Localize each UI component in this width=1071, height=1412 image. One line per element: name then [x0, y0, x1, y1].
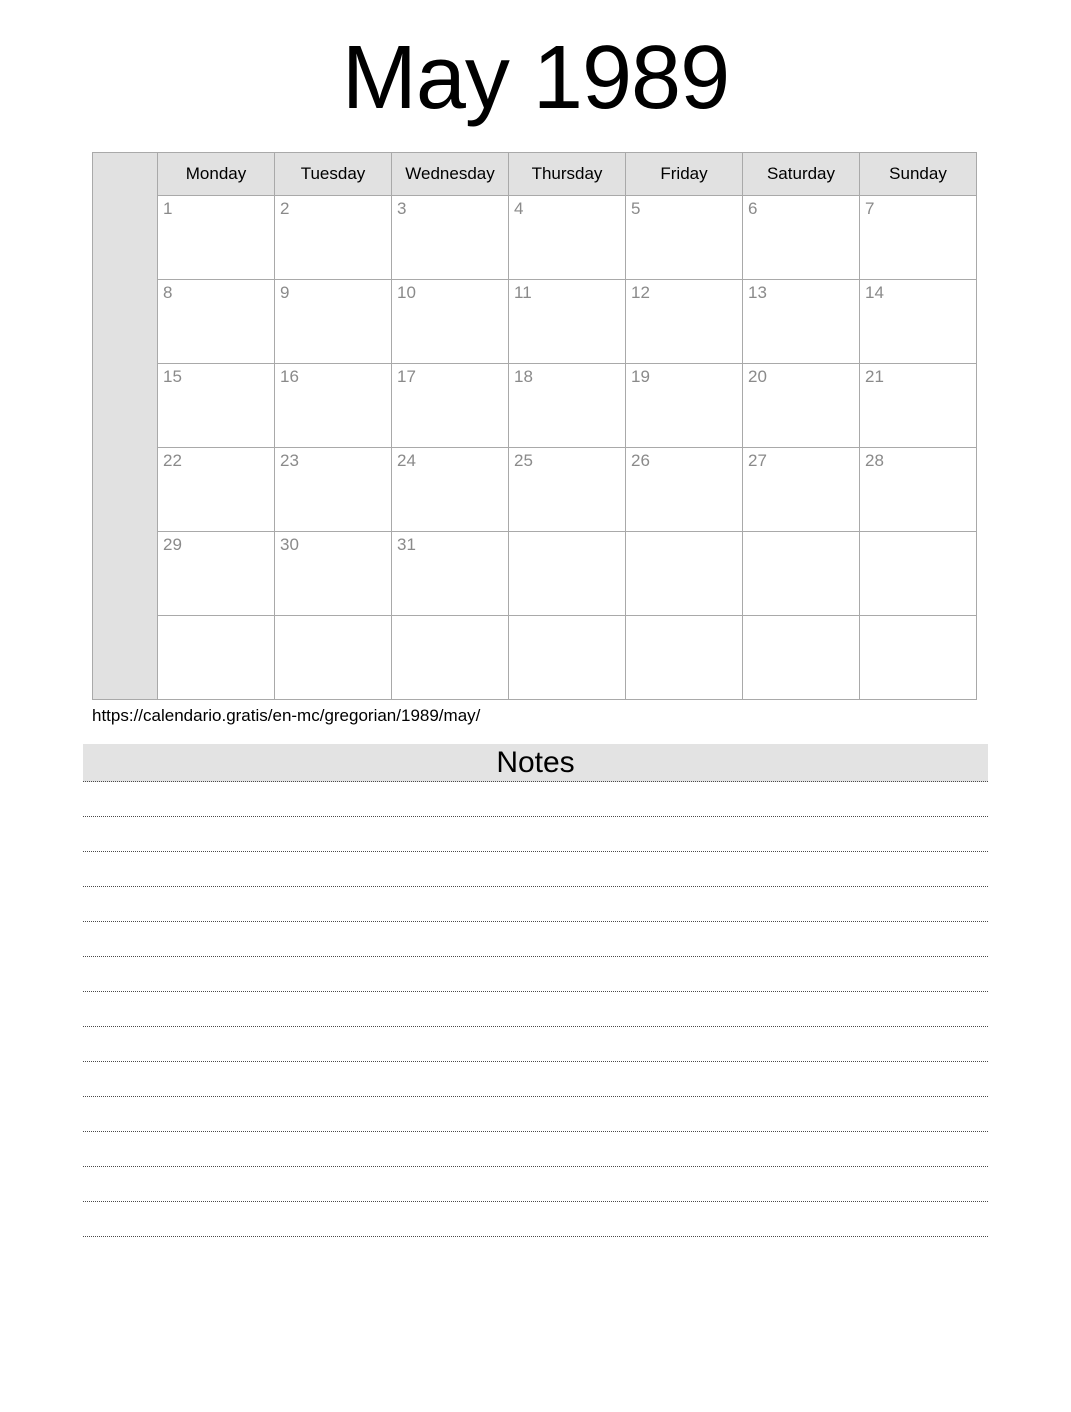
- day-cell: 24: [392, 448, 509, 532]
- day-cell: 9: [275, 280, 392, 364]
- day-cell: [743, 616, 860, 700]
- week-row: [93, 532, 977, 616]
- day-cell: [860, 532, 977, 616]
- weekday-header-monday: Monday: [158, 153, 275, 196]
- day-cell: 25: [509, 448, 626, 532]
- note-line: [83, 852, 988, 887]
- day-cell: [860, 616, 977, 700]
- day-cell: 22: [158, 448, 275, 532]
- day-cell: 3: [392, 196, 509, 280]
- day-cell: 5: [626, 196, 743, 280]
- note-line: [83, 957, 988, 992]
- note-line: [83, 782, 988, 817]
- weekday-header-wednesday: Wednesday: [392, 153, 509, 196]
- day-cell: 7: [860, 196, 977, 280]
- day-cell: 23: [275, 448, 392, 532]
- note-line: [83, 922, 988, 957]
- day-cell: 20: [743, 364, 860, 448]
- week-row: [93, 448, 977, 532]
- day-cell: 1: [158, 196, 275, 280]
- day-cell: 11: [509, 280, 626, 364]
- weekday-header-sunday: Sunday: [860, 153, 977, 196]
- day-cell: 10: [392, 280, 509, 364]
- day-cell: 6: [743, 196, 860, 280]
- note-line: [83, 1027, 988, 1062]
- day-cell: [509, 616, 626, 700]
- day-cell: 27: [743, 448, 860, 532]
- note-line: [83, 1167, 988, 1202]
- calendar-table: [92, 152, 977, 700]
- day-cell: 14: [860, 280, 977, 364]
- weekday-header-saturday: Saturday: [743, 153, 860, 196]
- page-title: May 1989: [341, 28, 730, 128]
- calendar-container: [83, 152, 988, 700]
- day-cell: 21: [860, 364, 977, 448]
- day-cell: [275, 616, 392, 700]
- day-cell: 30: [275, 532, 392, 616]
- day-cell: [158, 616, 275, 700]
- day-cell: 18: [509, 364, 626, 448]
- notes-lines: [83, 782, 988, 1237]
- day-cell: 15: [158, 364, 275, 448]
- weekday-header-thursday: Thursday: [509, 153, 626, 196]
- day-cell: [392, 616, 509, 700]
- day-cell: [626, 616, 743, 700]
- day-cell: 19: [626, 364, 743, 448]
- day-cell: 28: [860, 448, 977, 532]
- day-cell: 13: [743, 280, 860, 364]
- day-cell: 16: [275, 364, 392, 448]
- note-line: [83, 1132, 988, 1167]
- weekday-header-friday: Friday: [626, 153, 743, 196]
- weekday-header-row: [93, 153, 977, 196]
- note-line: [83, 1097, 988, 1132]
- day-cell: [743, 532, 860, 616]
- note-line: [83, 1202, 988, 1237]
- weekday-header-tuesday: Tuesday: [275, 153, 392, 196]
- source-url: https://calendario.gratis/en-mc/gregorian/1989/may/: [92, 706, 481, 726]
- day-cell: 2: [275, 196, 392, 280]
- week-row: [93, 196, 977, 280]
- note-line: [83, 887, 988, 922]
- week-number-column: [93, 153, 158, 700]
- notes-header: Notes: [83, 744, 988, 782]
- day-cell: 29: [158, 532, 275, 616]
- calendar-page: [83, 26, 988, 1237]
- day-cell: 8: [158, 280, 275, 364]
- week-row: [93, 280, 977, 364]
- day-cell: [509, 532, 626, 616]
- note-line: [83, 992, 988, 1027]
- day-cell: 17: [392, 364, 509, 448]
- week-row: [93, 364, 977, 448]
- notes-section: [83, 744, 988, 1237]
- day-cell: 4: [509, 196, 626, 280]
- day-cell: 12: [626, 280, 743, 364]
- note-line: [83, 817, 988, 852]
- day-cell: 26: [626, 448, 743, 532]
- note-line: [83, 1062, 988, 1097]
- week-row: [93, 616, 977, 700]
- day-cell: 31: [392, 532, 509, 616]
- day-cell: [626, 532, 743, 616]
